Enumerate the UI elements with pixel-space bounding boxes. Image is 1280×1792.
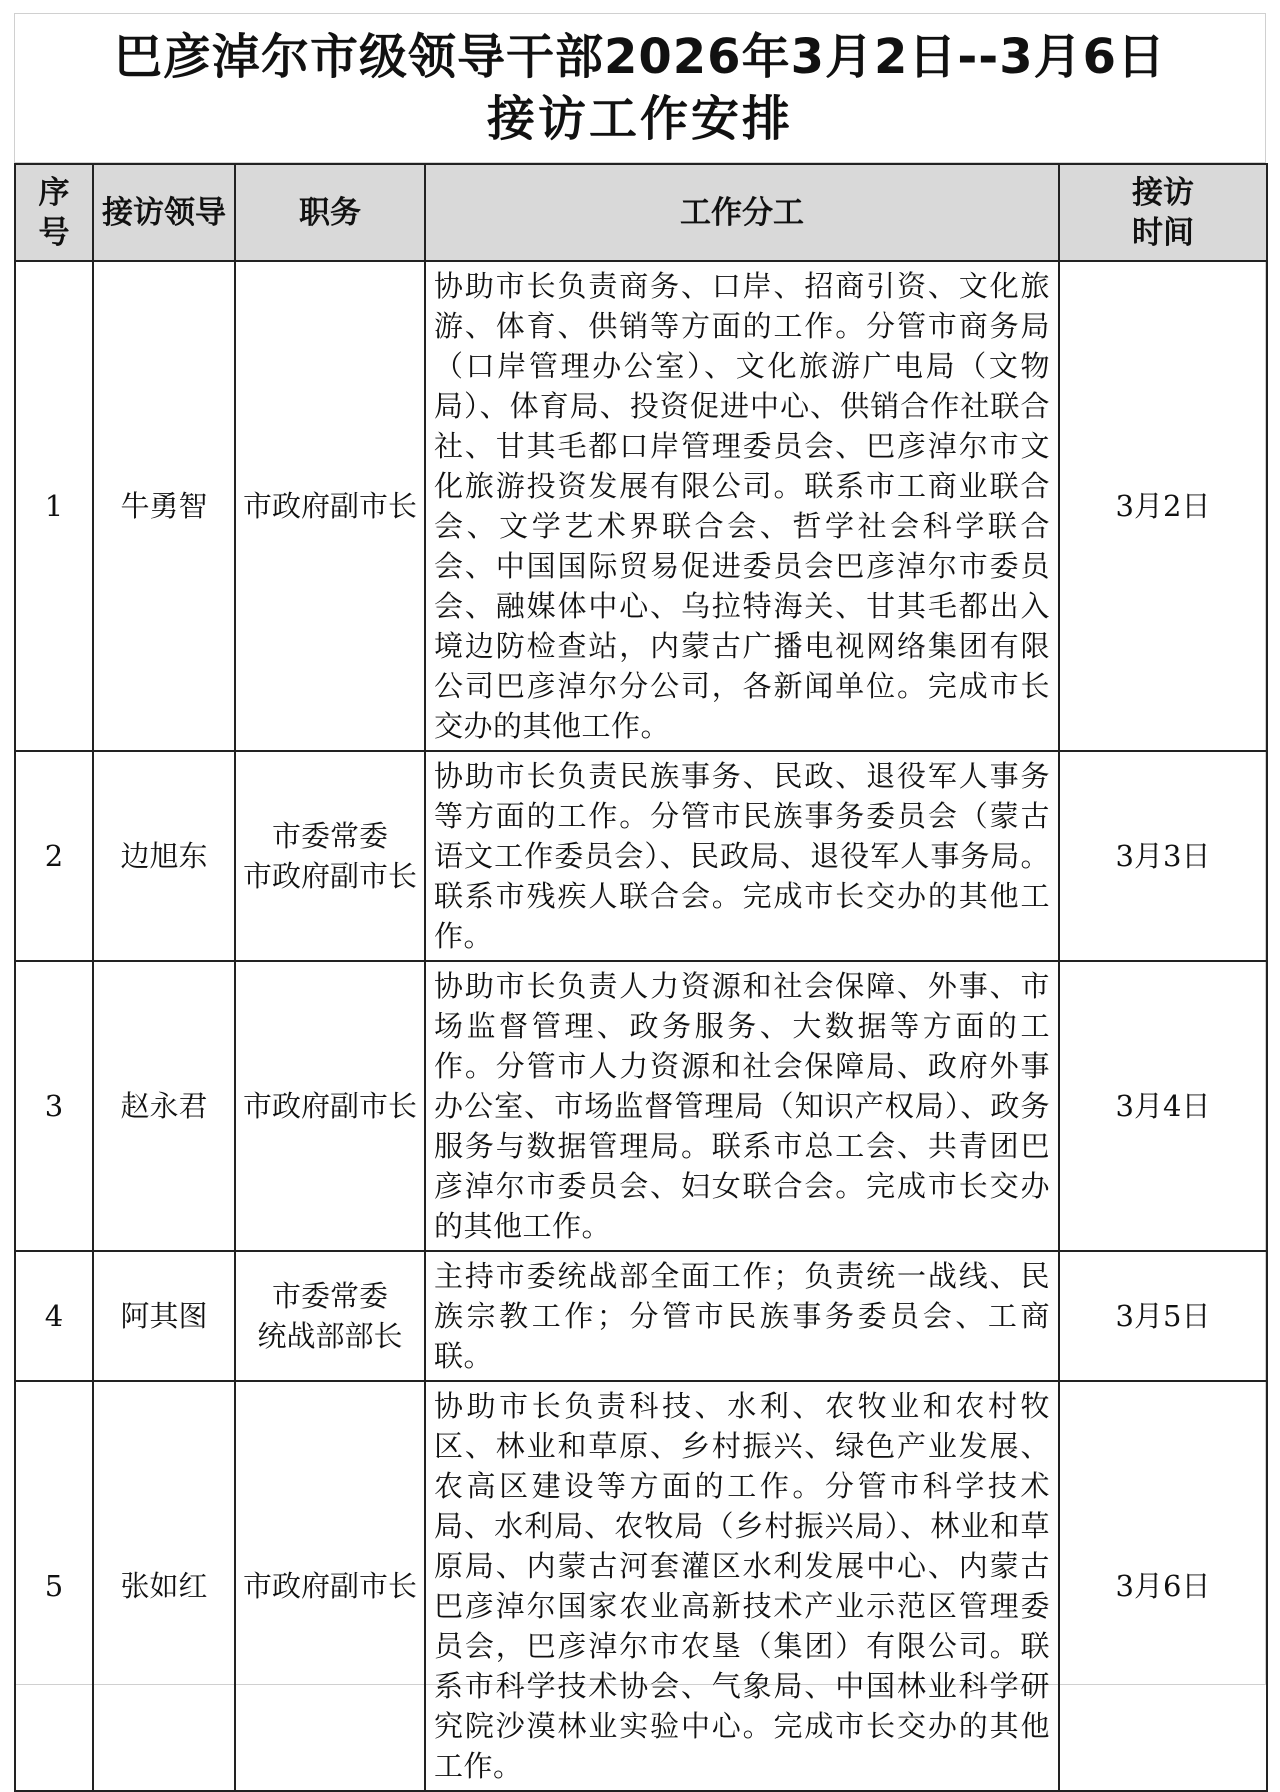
row-position	[235, 961, 425, 1251]
row-index: 4	[15, 1251, 93, 1381]
position-line: 市委常委	[271, 819, 388, 853]
row-position	[235, 751, 425, 961]
row-leader: 边旭东	[93, 751, 235, 961]
row-position	[235, 1381, 425, 1791]
row-time: 3月5日	[1059, 1251, 1267, 1381]
header-index-line: 序	[38, 174, 70, 211]
row-time: 3月6日	[1059, 1381, 1267, 1791]
position-line: 市政府副市长	[242, 859, 417, 893]
table-header-row	[15, 164, 1267, 261]
header-time-line: 接访	[1132, 174, 1194, 211]
position-line: 市政府副市长	[242, 1569, 417, 1603]
header-time-line: 时间	[1132, 214, 1194, 251]
row-position	[235, 1251, 425, 1381]
row-leader: 阿其图	[93, 1251, 235, 1381]
row-position	[235, 261, 425, 751]
header-time	[1059, 164, 1267, 261]
header-duty: 工作分工	[425, 164, 1059, 261]
row-time: 3月2日	[1059, 261, 1267, 751]
header-index-line: 号	[38, 214, 70, 251]
position-line: 市政府副市长	[242, 489, 417, 523]
row-duty: 协助市长负责民族事务、民政、退役军人事务等方面的工作。分管市民族事务委员会（蒙古语文工作委员会）、民政局、退役军人事务局。联系市残疾人联合会。完成市长交办的其他工作。	[425, 751, 1059, 961]
row-time: 3月3日	[1059, 751, 1267, 961]
row-index: 2	[15, 751, 93, 961]
position-line: 市政府副市长	[242, 1089, 417, 1123]
row-index: 3	[15, 961, 93, 1251]
row-index: 1	[15, 261, 93, 751]
row-time: 3月4日	[1059, 961, 1267, 1251]
title-line-2: 接访工作安排	[486, 90, 793, 147]
header-leader: 接访领导	[93, 164, 235, 261]
header-position: 职务	[235, 164, 425, 261]
page-title	[14, 13, 1266, 163]
table-row	[15, 1381, 1267, 1791]
schedule-table	[14, 163, 1268, 1792]
row-leader: 张如红	[93, 1381, 235, 1791]
row-duty: 主持市委统战部全面工作；负责统一战线、民族宗教工作；分管市民族事务委员会、工商联。	[425, 1251, 1059, 1381]
table-row	[15, 1251, 1267, 1381]
table-row	[15, 261, 1267, 751]
row-leader: 赵永君	[93, 961, 235, 1251]
row-leader: 牛勇智	[93, 261, 235, 751]
row-duty: 协助市长负责商务、口岸、招商引资、文化旅游、体育、供销等方面的工作。分管市商务局（口岸管理办公室）、文化旅游广电局（文物局）、体育局、投资促进中心、供销合作社联合社、甘其毛都口岸管理委员会、巴彦淖尔市文化旅游投资发展有限公司。联系市工商业联合会、文学艺术界联合会、哲学社会科学联合会、中国国际贸易促进委员会巴彦淖尔市委员会、融媒体中心、乌拉特海关、甘其毛都出入境边防检查站，内蒙古广播电视网络集团有限公司巴彦淖尔分公司，各新闻单位。完成市长交办的其他工作。	[425, 261, 1059, 751]
header-index	[15, 164, 93, 261]
table-row	[15, 961, 1267, 1251]
position-line: 统战部部长	[257, 1319, 403, 1353]
row-duty: 协助市长负责人力资源和社会保障、外事、市场监督管理、政务服务、大数据等方面的工作。分管市人力资源和社会保障局、政府外事办公室、市场监督管理局（知识产权局）、政务服务与数据管理局。联系市总工会、共青团巴彦淖尔市委员会、妇女联合会。完成市长交办的其他工作。	[425, 961, 1059, 1251]
position-line: 市委常委	[271, 1279, 388, 1313]
row-index: 5	[15, 1381, 93, 1791]
row-duty: 协助市长负责科技、水利、农牧业和农村牧区、林业和草原、乡村振兴、绿色产业发展、农高区建设等方面的工作。分管市科学技术局、水利局、农牧局（乡村振兴局）、林业和草原局、内蒙古河套灌区水利发展中心、内蒙古巴彦淖尔国家农业高新技术产业示范区管理委员会，巴彦淖尔市农垦（集团）有限公司。联系市科学技术协会、气象局、中国林业科学研究院沙漠林业实验中心。完成市长交办的其他工作。	[425, 1381, 1059, 1791]
title-line-1: 巴彦淖尔市级领导干部2026年3月2日--3月6日	[113, 28, 1167, 85]
table-row	[15, 751, 1267, 961]
